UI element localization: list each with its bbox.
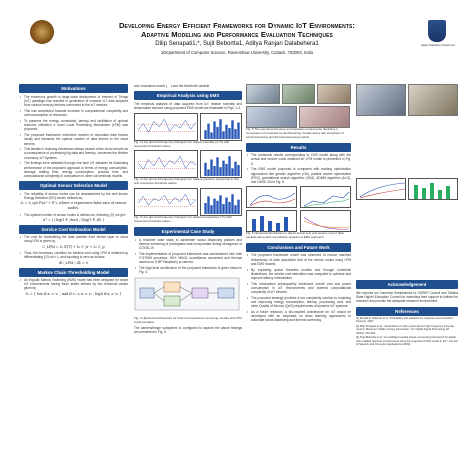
fig2-hist-bar (207, 170, 209, 177)
fig2-series-line (138, 157, 196, 170)
fig2-hist-bar (222, 161, 224, 176)
fig6-grid (246, 186, 351, 232)
column-2 (134, 84, 242, 334)
conclusion-bullet-2: • By exploiting queue theoretic models and through numerical illustrations, the service cost estimation was computed to optimize and improve latency minimization. (246, 268, 351, 281)
fig3-hist-bar (213, 199, 215, 214)
column-2-intro: and covariance matrix (... ) and the threshold variable. (134, 84, 211, 88)
fig6-grid-right (356, 178, 458, 200)
fig3-hist-bar (204, 203, 206, 214)
fig6-plot-d (300, 210, 351, 232)
case-study-header: Experimental Case Study (134, 227, 242, 236)
figure-2 (134, 150, 242, 178)
fig2-hist-bar (234, 162, 236, 176)
fig2-hist-bar (204, 163, 206, 176)
markov-bullet-1: • An Ergodic Markov Switching (EMS) model has been designed for smart IoT environments having three states defined by two threshold values given by, (19, 278, 128, 291)
references-header: References (356, 307, 458, 316)
fig6-plot-c (246, 210, 297, 232)
fig1-hist-bar (210, 132, 212, 139)
fig2-hist-bar (237, 165, 239, 176)
conclusion-bullet-5: • As a future research, a bio-inspired architecture for IoT would be developed with an emphasis on deep learning approaches to automate social distancing and thermal screening. (246, 310, 351, 323)
reference-item-1: [1] Ronald E. Walpole et al. "Probability and statistics for engineers and scientists." Pearson, 2007. (356, 316, 455, 324)
fig2-hist-bar (225, 164, 227, 176)
reference-item-2: [2] Dilip Senapati et al. "Generation of cubic power-law for high frequency intra-day returns: Maximum Tsallis entropy framework." Int. Digital Signal Processing 48 (2016): 276-284. (356, 324, 455, 335)
fig1-hist-bar (228, 128, 230, 139)
fig6-plot-e (356, 178, 406, 200)
motivation-bullet-1: • The enormous growth in large-scale deployment of Internet of Things (IoT) paradigm has resulted in generation of massive IoT data acquired from various sensory devices connected to the IoT network. (19, 95, 128, 108)
fig2-hist-bar (213, 167, 215, 177)
sensor-bullet-1: • The reliability of sensor nodes can be characterized by the well known Energy Detection (ED) model, defined as, (19, 192, 128, 200)
markov-equation: Sₜ = { low if xₜ < τ₁ ; mid if τ₁ ≤ xₜ < τ₂ ; high if xₜ ≥ τ₂ } (25, 291, 122, 296)
fig3-caption: Fig. 3 Line plot and frequency histogram for relative temperature (°C) with respective threshold values. (134, 215, 232, 224)
fig1-caption: Fig. 1 Line plot and frequency histogram for relative humidity (in %) with respective threshold values. (134, 139, 230, 148)
markov-header: Markov Chain Thresholding Model (19, 268, 128, 277)
fig2-hist-bar (219, 168, 221, 177)
fig5-photo-social-distancing (246, 106, 297, 128)
fig3-hist-bar (234, 205, 236, 214)
motivation-bullet-3: • To preserve the energy constraints, latency and facilitation of optimal resource utilization a novel Local Processing Mechanism (LPM) was proposed. (19, 119, 128, 132)
fig1-hist-bar (207, 123, 209, 138)
conclusion-bullet-1: • The proposed framework model was observed to reduce manifold redundancy of data acquisition trial of the sensor nodes using LPM and EMS models. (246, 253, 351, 266)
fig5-photos-row-2 (246, 106, 351, 128)
column-3 (246, 84, 351, 323)
motivation-bullet-4: • The proposed framework minimizes number of redundant data frames locally and transmits the optimal number of data frames to the cloud servers. (19, 133, 128, 146)
motivation-bullet-6: • The findings were validated through real time IoT datasets for illustrating performance of the proposed approach in terms of energy consumption, average waiting time, energy consumption, process time, and computational complexity in comparison to other conventional models. (19, 161, 128, 178)
references-list (356, 317, 458, 347)
motivation-bullet-2: • This has contributed towards increase in computational complexity and overconsumption of resources. (19, 109, 128, 117)
empirical-analysis-text: The empirical analysis of data acquired from IoT relative humidity and temperature sensors using proposed EMS model are illustrated in Figs. 1-3. (134, 102, 242, 111)
fig3-hist-bar (219, 196, 221, 215)
fig1-line-plot (134, 113, 198, 141)
cost-equation-2: dC_LPM / dλ = 0 (58, 260, 89, 265)
motivation-bullet-5: • This assists in reducing extraneous delays caused at the cloud servers as a consequence of processing big data and thereby, conserves the lifetime of sensory IoT systems. (19, 147, 128, 160)
department-logo (428, 20, 446, 42)
title-line-1: Developing Energy Efficient Frameworks for Dynamic IoT Environments: (118, 21, 356, 30)
fig3-histogram (200, 188, 242, 216)
poster-header (0, 18, 474, 70)
case-study-text-2: The camera/image subsystem is configured to capture the above findings are presented in Fig. 5. (134, 325, 242, 335)
fig3-hist-bar (210, 205, 212, 214)
fig1-hist-bar (216, 127, 218, 139)
fig5-photo-monitor (408, 84, 458, 116)
figure-3 (134, 188, 242, 216)
fig5-photos-right (356, 84, 458, 116)
fig6-plot-b (300, 186, 351, 208)
fig1-hist-bar (231, 120, 233, 139)
conclusion-bullet-3: • This mechanism subsequently minimized overall cost and power consumption in IoT environments and lowered computational complexity of IoT devices. (246, 282, 351, 295)
acknowledgement-text: We express our immense thankfulness to OURIIP Council and Odisha State Higher Education Council for extending their support to initiate the research and provide the adequate research environment. (356, 291, 458, 304)
results-bullet-1: • The numerical results corresponding to OSS model along with the arrival and service costs obtained for LPM model is presented in Fig. 6. (246, 153, 351, 166)
sensor-bullet-2: • The optimal number of sensor nodes is defined as, following (3), we get: (19, 213, 128, 217)
fig5-caption: Fig. 5 The experimental setup and hardware components depicting in comparison of proposed social distancing module along with snapshots of social distancing and thermal screening module. (246, 127, 344, 139)
fig5-photo-camera (356, 84, 406, 116)
department-logo-caption: Higher Education Department (420, 44, 456, 47)
authors: Dilip Senapati1,*, Sujit Bebortta1, Aditya Ranjan Dalabehera1 (155, 41, 319, 47)
conclusions-header: Conclusions and Future Work (246, 243, 351, 252)
motivations-header: Motivations (19, 84, 128, 93)
results-header: Results (246, 143, 351, 152)
fig2-hist-bar (216, 158, 218, 177)
fig5-photos (246, 84, 351, 104)
sensor-equation-1: Sᵢ = λ_opt Pᵢ(σ² + δ²), where σ represents false rate of sensor nodes. (20, 201, 127, 211)
reference-item-3: [3] Sujit Bebortta et al. "An intelligent spatial stream processing framework for digital twin enabled real time environments using the proposal of OSS model in IoT." Journal of Network and Computer Applications (2022). (356, 336, 458, 347)
fig2-hist-bar (210, 160, 212, 177)
fig3-hist-bar (231, 194, 233, 214)
fig5-photo-screening (317, 84, 351, 104)
fig6-plot-a (246, 186, 297, 208)
sensor-selection-header: Optimal Sensor Selection Model (19, 181, 128, 190)
fig2-line-plot (134, 150, 198, 178)
fig3-hist-bar (216, 201, 218, 214)
fig5-photo-thermal (299, 106, 350, 128)
fig2-caption: Fig. 2 Line plot and frequency histogram for relative pressure (measured in Pa) with respective threshold values. (134, 177, 239, 186)
poster-title (60, 21, 414, 39)
affiliation: 1Department of Computer Science, Ravenshaw University, Cuttack, 753003, India (160, 50, 314, 55)
fig3-line-plot (134, 188, 198, 216)
fig6-plot-f (408, 178, 458, 200)
fig5-photo-setup (246, 84, 280, 104)
case-bullet-3: • The high-level architecture of the proposed framework is given below in Fig. 4. (134, 266, 242, 274)
fig1-hist-bar (225, 124, 227, 138)
column-1 (19, 84, 128, 298)
cost-bullet-1: • The cost for transmitting the data packets from device layer to cloud using LPM is given by, (19, 235, 128, 243)
conclusions-list (246, 253, 351, 322)
column-4 (356, 84, 458, 347)
fig3-hist-bar (237, 200, 239, 214)
acknowledgement-header: Acknowledgement (356, 280, 458, 289)
cost-bullet-2: • Thus, the necessary condition for minimal cost using LPM is obtained by differentiating (10) w.r.t λ, and equating to zero as follows: (19, 251, 128, 259)
fig5-photo-hardware (282, 84, 316, 104)
title-line-2: Adaptive Modeling and Performance Evaluation Techniques (141, 30, 333, 39)
fig1-series-line (138, 119, 196, 132)
sensor-equation-2: n* = ⌈ (log(1-P_des)) / (log(1-P_d)) ⌉ (43, 217, 104, 222)
fig3-hist-bar (228, 202, 230, 214)
fig1-hist-bar (219, 119, 221, 139)
motivations-list (19, 95, 128, 178)
fig4-caption: Fig. 4 High-level architecture for thermal temperature screening module and LPM implementation. (134, 316, 242, 325)
case-bullet-2: • The implementation of proposed framework was administered with Intel i7-9750H processor, NEX WIN11 surveillance connected and thermal camera on 5 MP Raspberry pi camera. (134, 252, 242, 265)
fig1-hist-bar (237, 122, 239, 139)
fig2-hist-bar (228, 157, 230, 177)
fig2-histogram (200, 150, 242, 178)
service-cost-header: Service Cost Estimation Model (19, 225, 128, 234)
case-bullet-1: • A real-time case study to administer social distancing policies and thermal screening of participants was incorporated during resurgence of COVID-19. (134, 238, 242, 251)
fig3-hist-bar (225, 198, 227, 215)
fig4-architecture-diagram (134, 276, 240, 312)
university-logo (30, 20, 54, 44)
fig1-hist-bar (204, 130, 206, 139)
fig3-hist-bar (207, 197, 209, 215)
fig6-caption: Fig. 6 Numerical illustrations to depict arrival cost and service cost of data packets along with comparative analysis of EMS approach. (246, 231, 344, 240)
conclusion-bullet-4: • The proposed strategy provides a low complexity solution to modeling and improving energy consumption, latency, processing cost, and other Quality of Service (QoS) requirements of dynamic IoT systems. (246, 296, 351, 309)
fig2-hist-bar (231, 169, 233, 177)
figure-1 (134, 113, 242, 141)
results-bullet-2: • The EMS model proposed is compared with existing optimization approaches like genetic algorithm (GA), particle swarm optimization (PSO), gravitational search algorithm (GSA), ADMM algorithm (ALG), and DARE-GA in Fig. 6. (246, 167, 351, 184)
fig3-hist-bar (222, 204, 224, 214)
fig1-hist-bar (222, 131, 224, 139)
fig1-hist-bar (213, 121, 215, 139)
fig1-hist-bar (234, 129, 236, 139)
cost-equation-1: C_LPM = λ₁ E[T] + λ₂ C_tr + λ₃ C_p (42, 244, 105, 249)
empirical-analysis-header: Empirical Analysis using EMS (134, 91, 242, 100)
fig1-histogram (200, 113, 242, 141)
